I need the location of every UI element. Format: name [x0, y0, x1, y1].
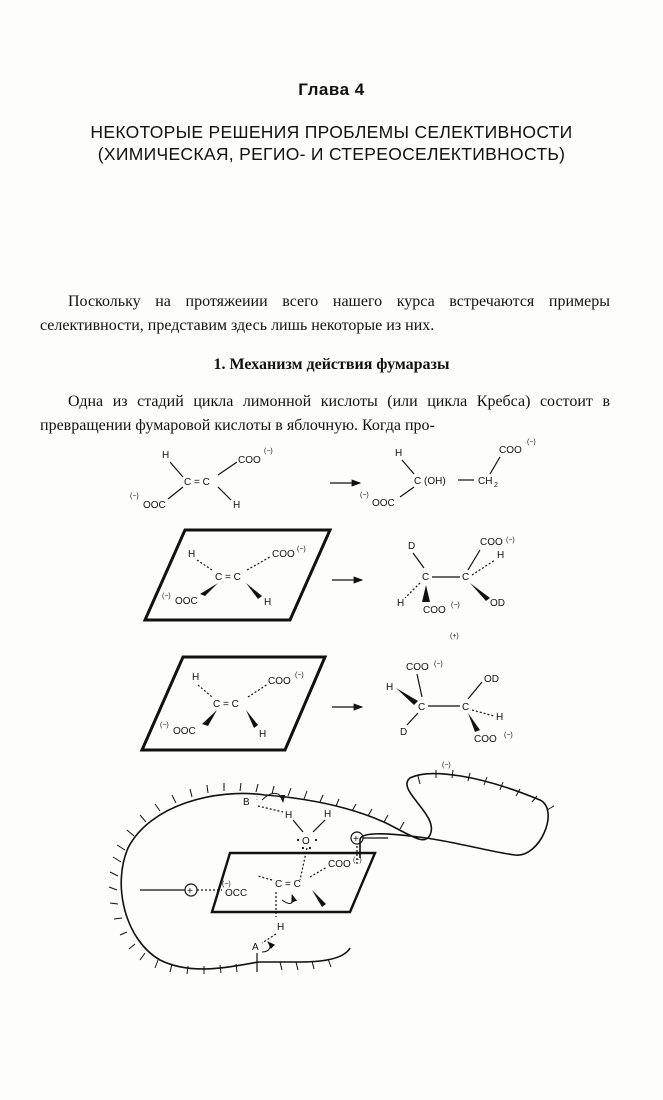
- svg-text:(−): (−): [264, 448, 273, 455]
- svg-text:H: H: [259, 729, 267, 740]
- fumarate-structure: [130, 448, 273, 511]
- svg-text:+: +: [187, 886, 193, 897]
- svg-text:(−): (−): [506, 537, 515, 544]
- svg-text:COO: COO: [238, 455, 261, 466]
- svg-text:(−): (−): [162, 593, 171, 600]
- svg-text:COO: COO: [272, 549, 295, 560]
- svg-text:COO: COO: [423, 605, 446, 616]
- plus-malate-structure: [397, 537, 515, 640]
- svg-text:+: +: [353, 834, 359, 845]
- section-paragraph: Одна из стадий цикла лимонной кислоты (или цикла Кребса) состоит в превращении фумаровой кислоты в яблочную. Когда про-: [40, 393, 610, 434]
- svg-text:H: H: [277, 922, 285, 933]
- fumarate-plane-2: [142, 657, 325, 750]
- svg-text:H: H: [497, 550, 505, 561]
- svg-text:C: C: [462, 702, 470, 713]
- enzyme-pocket-outline: [121, 774, 548, 969]
- svg-text:H: H: [233, 500, 241, 511]
- svg-text:H: H: [285, 810, 293, 821]
- svg-text:COO: COO: [480, 537, 503, 548]
- svg-text:C = C: C = C: [213, 699, 239, 710]
- svg-text:(−): (−): [353, 857, 362, 864]
- water-oxygen-label: O: [302, 836, 310, 847]
- chapter-label: Глава 4: [298, 80, 365, 99]
- svg-text:2: 2: [494, 482, 498, 489]
- svg-text:D: D: [408, 541, 416, 552]
- svg-text:C: C: [422, 572, 430, 583]
- svg-text:(−): (−): [434, 661, 443, 668]
- svg-text:C = C: C = C: [215, 572, 241, 583]
- svg-text:(−): (−): [222, 881, 231, 888]
- svg-text:(−): (−): [297, 546, 306, 553]
- svg-text:(−): (−): [360, 492, 369, 499]
- svg-text:(−): (−): [295, 672, 304, 679]
- base-label: B: [243, 797, 250, 808]
- svg-text:(+): (+): [450, 633, 459, 640]
- svg-text::: :: [256, 795, 258, 802]
- malate-structure: [360, 439, 536, 509]
- svg-text:(−): (−): [504, 732, 513, 739]
- svg-text:H: H: [496, 712, 504, 723]
- svg-text:(−): (−): [130, 493, 139, 500]
- svg-text:OOC: OOC: [143, 500, 166, 511]
- section-heading: 1. Механизм действия фумаразы: [213, 356, 450, 373]
- svg-text:(−): (−): [442, 762, 451, 769]
- svg-text:COO: COO: [499, 445, 522, 456]
- svg-text:H: H: [386, 682, 394, 693]
- svg-text:H: H: [192, 672, 200, 683]
- svg-text:H: H: [395, 448, 403, 459]
- svg-text:OOC: OOC: [175, 596, 198, 607]
- svg-text:COO: COO: [406, 662, 429, 673]
- svg-text:OOC: OOC: [173, 726, 196, 737]
- svg-text:(−): (−): [527, 439, 536, 446]
- svg-text:OD: OD: [484, 674, 499, 685]
- svg-text:H: H: [324, 809, 332, 820]
- svg-text:COO: COO: [474, 734, 497, 745]
- svg-text:C (OH): C (OH): [414, 476, 446, 487]
- chapter-title-line-1: НЕКОТОРЫЕ РЕШЕНИЯ ПРОБЛЕМЫ СЕЛЕКТИВНОСТИ: [90, 122, 573, 142]
- svg-text:CH: CH: [478, 476, 493, 487]
- svg-text:OOC: OOC: [372, 498, 395, 509]
- svg-text:H: H: [264, 597, 272, 608]
- svg-text:H: H: [162, 450, 170, 461]
- svg-text:COO: COO: [328, 859, 351, 870]
- svg-text:OD: OD: [490, 598, 505, 609]
- svg-text:D: D: [400, 727, 408, 738]
- chapter-title-line-2: (ХИМИЧЕСКАЯ, РЕГИО- И СТЕРЕОСЕЛЕКТИВНОСТЬ): [97, 144, 566, 164]
- enzyme-active-site: [109, 770, 554, 974]
- svg-text:C: C: [418, 702, 426, 713]
- svg-text:OCC: OCC: [225, 888, 248, 899]
- svg-text:C = C: C = C: [184, 477, 210, 488]
- svg-text:H: H: [188, 549, 196, 560]
- svg-text:C: C: [462, 572, 470, 583]
- svg-text:H: H: [397, 598, 405, 609]
- acid-label: A: [252, 942, 259, 953]
- svg-text:C = C: C = C: [275, 879, 301, 890]
- svg-text:COO: COO: [268, 676, 291, 687]
- fumarate-plane-1: [145, 530, 330, 620]
- minus-malate-structure: [386, 661, 513, 769]
- svg-text:(−): (−): [451, 602, 460, 609]
- intro-paragraph: Поскольку на протяжеиии всего нашего курса встречаются примеры селективности, представим здесь лишь некоторые из них.: [40, 293, 610, 334]
- svg-text:(−): (−): [160, 722, 169, 729]
